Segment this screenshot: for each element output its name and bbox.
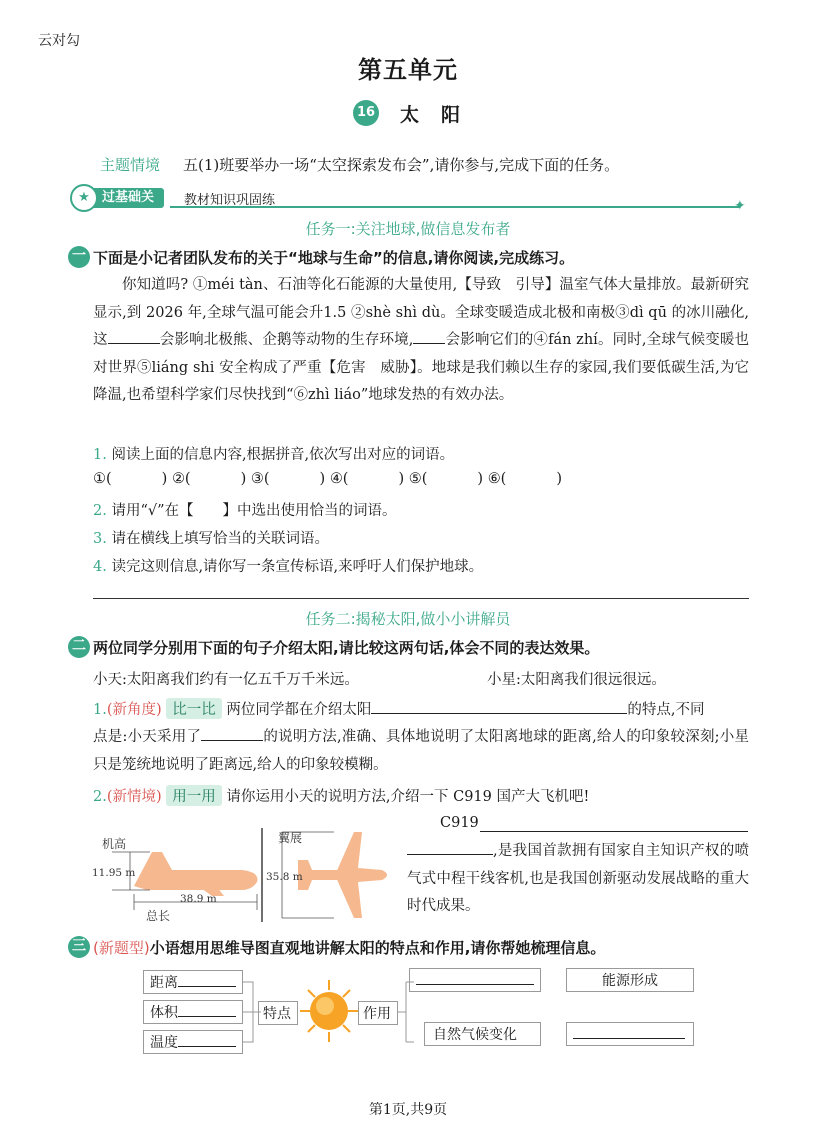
answer-open-4: ④( [329,471,349,487]
sentence-a: 小天:太阳离我们约有一亿五千万千米远。 [93,672,359,688]
task3-instruction-line [93,937,605,958]
q2-text: 请你运用小天的说明方法,介绍一下 C919 国产大飞机吧! [226,789,590,805]
answer-line[interactable] [93,598,749,599]
answer-close-4: ) [398,471,405,487]
sentence-b: 小星:太阳离我们很远很远。 [487,672,666,688]
answer-open-3: ③( [250,471,270,487]
mindmap-use-box: 作用 [358,1001,398,1025]
use-pill: 用一用 [166,785,222,806]
task1-q2: 2. 请用“√”在【 】中选出使用恰当的词语。 [93,503,397,519]
q2-text: 请用“√”在【 】中选出使用恰当的词语。 [111,503,397,519]
lesson-title: 太阳 [400,104,483,126]
q4-text: 读完这则信息,请你写一条宣传标语,来呼吁人们保护地球。 [111,559,484,575]
section-badge-2: 二 [68,636,90,658]
mindmap-use-item-1[interactable] [409,968,541,992]
mindmap-temperature-label: 温度 [150,1035,178,1051]
q1-text-d: 的说明方法,准确、具体地说明了太阳离地球的距离,给人的印象较深刻;小星只是笼统地说明了距离远,给人的印象较模糊。 [93,729,749,773]
blank-1[interactable] [108,329,160,344]
answer-close-5: ) [477,471,484,487]
task1-q3: 3. 请在横线上填写恰当的关联词语。 [93,531,329,547]
plane-length-value: 38.9 m [180,893,217,905]
task2-q1-line1: 1.(新角度) 比一比 两位同学都在介绍太阳 的特点,不同 [93,698,753,719]
c919-paragraph [407,838,749,921]
q3-text: 请在横线上填写恰当的关联词语。 [111,531,329,547]
mindmap-use-blank-1[interactable] [416,970,534,985]
task1-instruction: 下面是小记者团队发布的关于“地球与生命”的信息,请你阅读,完成练习。 [93,249,575,267]
basic-section-tag: 过基础关 [84,188,164,208]
c919-blank[interactable] [407,840,493,855]
mindmap-temperature-box[interactable] [143,1030,243,1054]
page-footer: 第1页,共9页 [368,1102,448,1118]
plane-diagram [92,818,402,926]
answer-open-2: ②( [171,471,191,487]
mindmap-energy-box: 能源形成 [566,968,694,992]
q1-text: 阅读上面的信息内容,根据拼音,依次写出对应的词语。 [111,447,455,463]
passage-part-2: 会影响北极熊、企鹅等动物的生存环境, [159,332,414,348]
plane-span-label: 翼展 [278,831,303,845]
q1-text-b: 的特点,不同 [627,702,705,718]
q2-tag: (新情境) [106,789,162,805]
answer-open-1: ①( [93,471,112,487]
plane-height-value: 11.95 m [92,867,136,879]
c919-label: C919 [440,815,479,831]
c919-line-1[interactable] [480,831,748,832]
answer-close-1: ) [161,471,168,487]
mindmap-distance-box[interactable] [143,970,243,994]
q1-text-a: 两位同学都在介绍太阳 [226,702,372,718]
task2-q2: 2.(新情境) 用一用 请你运用小天的说明方法,介绍一下 C919 国产大飞机吧! [93,785,753,806]
passage-part-3: 会影响它们的④fán zhí。同时,全球气候变暖也对世界⑤liáng shi 安全构成了严重【危害 威胁】。地球是我们赖以生存的家园,我们要低碳生活,为它降温,也希望科学家们尽快找到“⑥zhì liáo”地球发热的有效办法。 [93,332,750,403]
basic-section-subtitle: 教材知识巩固练 [184,193,276,208]
plane-height-label: 机高 [102,837,127,851]
mindmap-volume-box[interactable] [143,1000,243,1024]
section-badge-3: 三 [68,936,90,958]
task3-tag: (新题型) [93,939,150,957]
brand-logo-text: 云对勾 [38,33,80,49]
star-badge-icon: ★ [70,184,98,212]
sparkle-icon: ✦ [734,198,746,214]
blank-sun-feature[interactable] [371,699,627,714]
task1-passage [93,272,749,410]
task2-instruction: 两位同学分别用下面的句子介绍太阳,请比较这两句话,体会不同的表达效果。 [93,639,600,657]
answer-open-5: ⑤( [408,471,428,487]
passage-part-1: 你知道吗? ①méi tàn、石油等化石能源的大量使用,【导致 引导】温室气体大量排放。最新研究显示,到 2026 年,全球气温可能会升1.5 ②shè shì dù。全球变暖造成北极和南极③dì qū 的冰川融化,这 [93,277,749,348]
mindmap-use-item-2: 自然气候变化 [424,1022,541,1046]
task1-q4: 4. 读完这则信息,请你写一条宣传标语,来呼吁人们保护地球。 [93,559,484,575]
mindmap-volume-blank[interactable] [178,1002,236,1017]
mindmap-temperature-blank[interactable] [178,1032,236,1047]
basic-section-bar [70,184,748,214]
task3-instruction: 小语想用思维导图直观地讲解太阳的特点和作用,请你帮她梳理信息。 [149,939,606,957]
mindmap-far-right-item-2[interactable] [566,1022,694,1046]
q1-text-c: 点是:小天采用了 [93,729,202,745]
mindmap-far-right-blank[interactable] [573,1024,685,1039]
answer-open-6: ⑥( [487,471,507,487]
theme-text: 五(1)班要举办一场“太空探索发布会”,请你参与,完成下面的任务。 [183,156,620,174]
section-badge-1: 一 [68,246,90,268]
task1-q1-answers [93,471,693,487]
blank-method[interactable] [201,726,263,741]
q1-tag: (新角度) [106,702,162,718]
task2-title: 任务二:揭秘太阳,做小小讲解员 [305,610,511,628]
plane-length-label: 总长 [146,909,171,923]
mindmap-distance-blank[interactable] [178,972,236,987]
theme-label: 主题情境 [100,156,161,174]
answer-close-6: ) [556,471,563,487]
compare-pill: 比一比 [166,698,222,719]
c919-text: ,是我国首款拥有国家自主知识产权的喷气式中程干线客机,也是我国创新驱动发展战略的重大时代成果。 [407,843,749,914]
unit-title: 第五单元 [358,56,458,84]
plane-span-value: 35.8 m [266,871,303,883]
answer-close-2: ) [240,471,247,487]
mindmap-features-box: 特点 [258,1001,298,1025]
task2-q1-rest [93,724,749,779]
sun-icon [298,978,360,1044]
task1-title: 任务一:关注地球,做信息发布者 [305,220,511,238]
lesson-number-badge: 16 [353,100,379,126]
task1-q1: 1. 阅读上面的信息内容,根据拼音,依次写出对应的词语。 [93,447,455,463]
blank-2[interactable] [413,329,445,344]
answer-close-3: ) [319,471,326,487]
mindmap-distance-label: 距离 [150,975,178,991]
mindmap-volume-label: 体积 [150,1005,178,1021]
